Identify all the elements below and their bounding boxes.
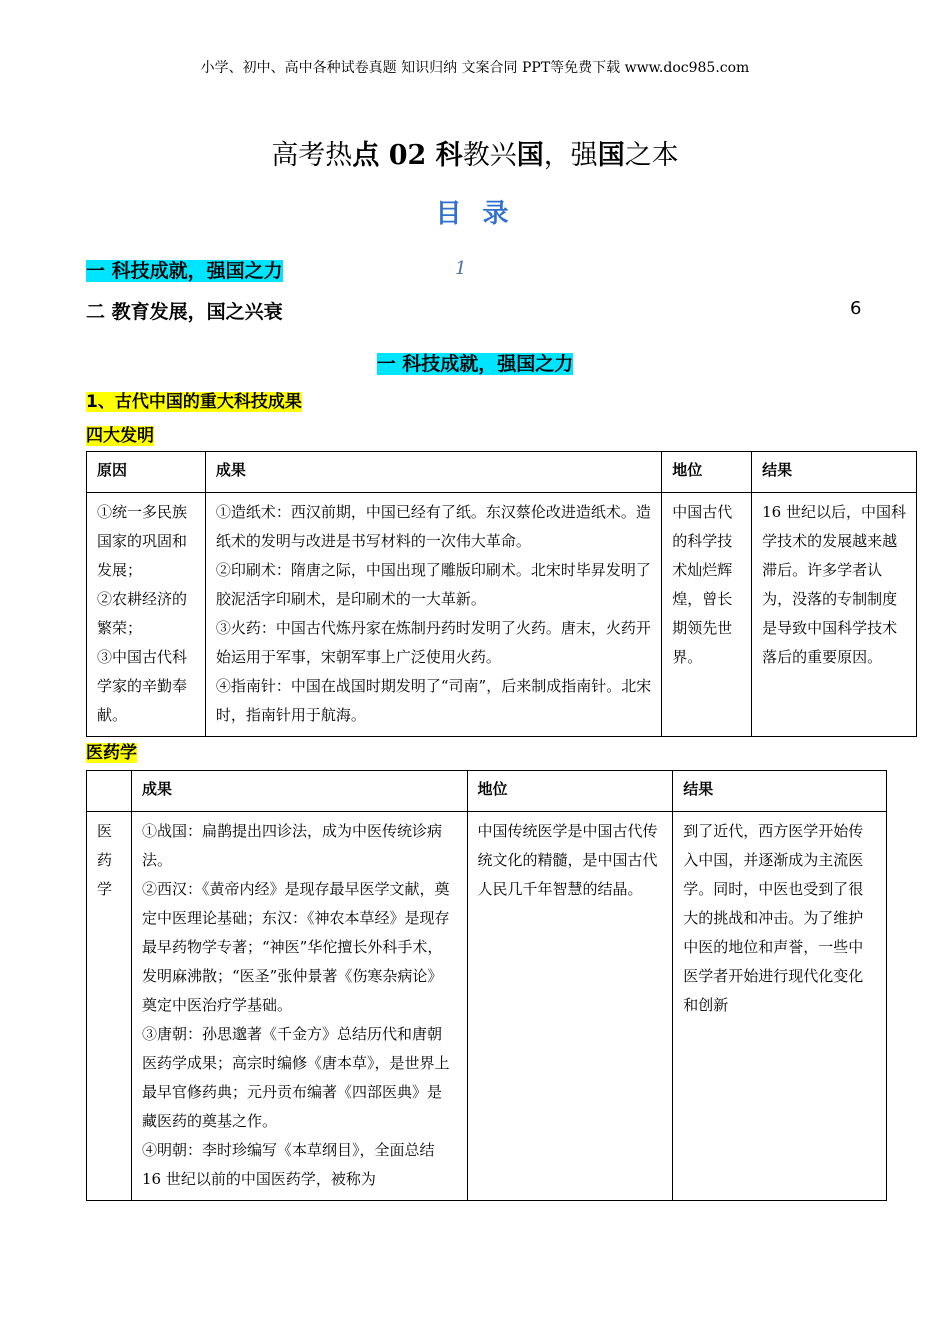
four-inventions-table: [86, 451, 917, 737]
row-label-cell: 医药学: [87, 812, 132, 1201]
toc-item-1-label[interactable]: 一 科技成就，强国之力: [86, 260, 283, 282]
title-part: 教兴: [462, 140, 517, 171]
column-header: 地位: [662, 452, 752, 493]
result-item: ③唐朝：孙思邈著《千金方》总结历代和唐朝医药学成果；高宗时编修《唐本草》，是世界上最早官修药典；元丹贡布编著《四部医典》是藏医药的奠基之作。: [141, 1025, 450, 1130]
toc-item-1-page[interactable]: 1: [455, 258, 467, 279]
column-header: 地位: [467, 771, 673, 812]
title-part: 之本: [624, 140, 679, 171]
table-header-row: [87, 771, 887, 812]
column-header: 结果: [673, 771, 887, 812]
outcome-cell: 16 世纪以后，中国科学技术的发展越来越滞后。许多学者认为，没落的专制制度是导致中国科学技术落后的重要原因。: [752, 493, 917, 737]
results-cell: [205, 493, 661, 737]
result-item: ③火药：中国古代炼丹家在炼制丹药时发明了火药。唐末，火药开始运用于军事，宋朝军事上广泛使用火药。: [215, 619, 651, 666]
status-cell: 中国古代的科学技术灿烂辉煌，曾长期领先世界。: [662, 493, 752, 737]
status-cell: 中国传统医学是中国古代传统文化的精髓，是中国古代人民几千年智慧的结晶。: [467, 812, 673, 1201]
title-part: 点 02 科: [352, 140, 463, 171]
result-item: ④指南针：中国在战国时期发明了“司南”，后来制成指南针。北宋时，指南针用于航海。: [215, 677, 652, 724]
toc-item-2-page[interactable]: 6: [850, 298, 862, 319]
subheading-ancient-achievements: [86, 387, 302, 412]
cause-item: ③中国古代科学家的辛勤奉献。: [97, 648, 188, 724]
title-part: 国: [597, 140, 625, 171]
cause-item: ①统一多民族国家的巩固和发展；: [97, 503, 188, 579]
toc-item-2[interactable]: [86, 297, 283, 324]
table-row: [87, 812, 887, 1201]
medicine-table: [86, 770, 887, 1201]
subheading-text: 四大发明: [86, 426, 154, 446]
subheading-text: 1、古代中国的重大科技成果: [86, 392, 302, 412]
cause-item: ②农耕经济的繁荣；: [97, 590, 188, 637]
column-header: 成果: [205, 452, 661, 493]
results-cell: [131, 812, 467, 1201]
table-header-row: [87, 452, 917, 493]
outcome-cell: 到了近代，西方医学开始传入中国，并逐渐成为主流医学。同时，中医也受到了很大的挑战和冲击。为了维护中医的地位和声誉，一些中医学者开始进行现代化变化和创新: [673, 812, 887, 1201]
subheading-text: 医药学: [86, 743, 137, 763]
page-header: 小学、初中、高中各种试卷真题 知识归纳 文案合同 PPT等免费下载 www.doc985.com: [200, 60, 750, 76]
title-part: ，强: [543, 140, 598, 171]
toc-item-2-label[interactable]: 二 教育发展，国之兴衰: [86, 301, 283, 323]
result-item: ②西汉：《黄帝内经》是现存最早医学文献，奠定中医理论基础；东汉：《神农本草经》是现存最早药物学专著；“神医”华佗擅长外科手术，发明麻沸散；“医圣”张仲景著《伤寒杂病论》奠定中医治疗学基础。: [141, 880, 450, 1014]
section-title-text: 一 科技成就，强国之力: [376, 353, 574, 375]
subheading-medicine: [86, 738, 137, 763]
result-item: ②印刷术：隋唐之际，中国出现了雕版印刷术。北宋时毕昇发明了胶泥活字印刷术，是印刷术的一大革新。: [215, 561, 651, 608]
toc-heading: 目 录: [435, 199, 515, 229]
column-header: 结果: [752, 452, 917, 493]
result-item: ④明朝：李时珍编写《本草纲目》，全面总结 16 世纪以前的中国医药学，被称为: [141, 1141, 435, 1188]
column-header: 成果: [131, 771, 467, 812]
section-title: [0, 349, 950, 376]
result-item: ①战国：扁鹊提出四诊法，成为中医传统诊病法。: [141, 822, 442, 869]
title-part: 高考热: [271, 140, 353, 171]
table-row: [87, 493, 917, 737]
toc-item-1[interactable]: [86, 256, 283, 283]
result-item: ①造纸术：西汉前期，中国已经有了纸。东汉蔡伦改进造纸术。造纸术的发明与改进是书写材料的一次伟大革命。: [215, 503, 651, 550]
cause-cell: [87, 493, 206, 737]
page-title: [0, 133, 950, 172]
column-header: [87, 771, 132, 812]
column-header: 原因: [87, 452, 206, 493]
subheading-four-inventions: [86, 421, 154, 446]
title-part: 国: [516, 140, 544, 171]
